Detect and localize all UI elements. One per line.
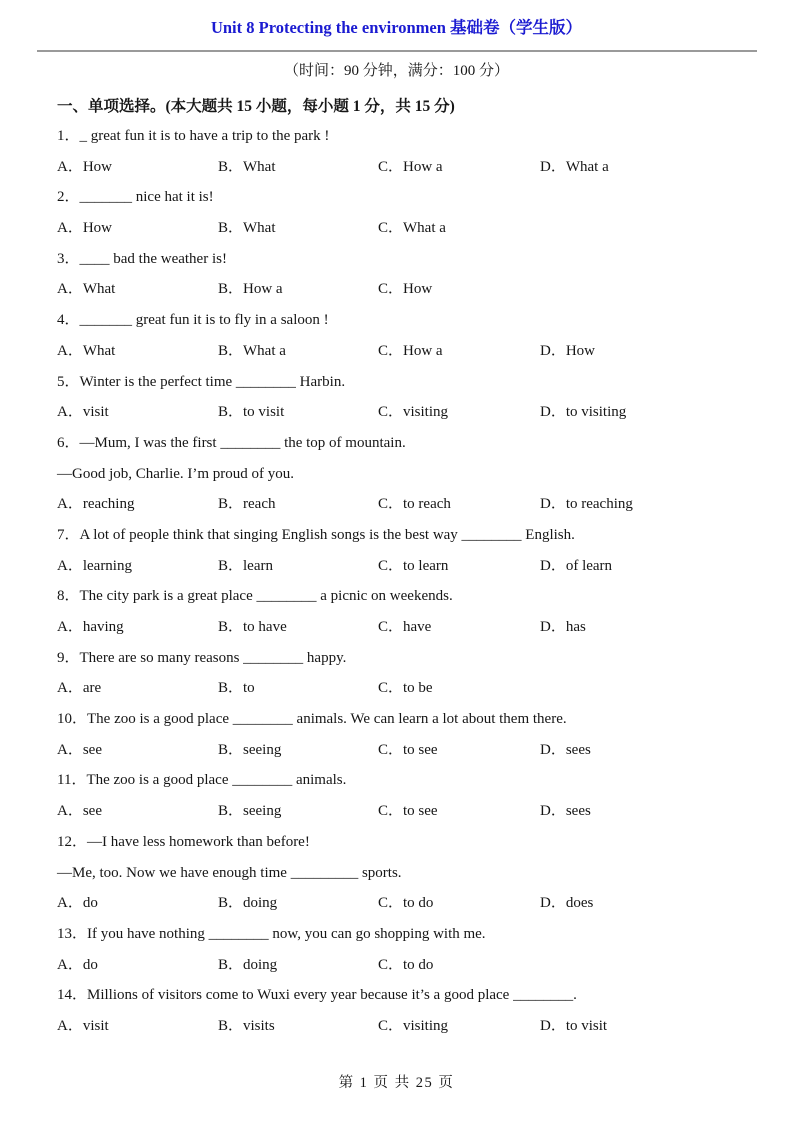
option-a: A．having [57,619,124,635]
option-a: A．What [57,342,116,359]
option-d: D．How [540,342,595,359]
option-b: B．seeing [218,741,282,758]
question-7 [57,520,757,581]
question-text-continued: —Good job, Charlie. I’m proud of you. [57,465,295,482]
options-row [57,888,757,919]
option-b: B．reach [218,496,276,513]
option-c: C．to see [378,803,438,820]
question-text: 9．There are so many reasons ________ happy. [57,649,347,666]
options-row [57,489,757,520]
options-row [57,336,757,367]
question-10 [57,704,757,765]
question-list [57,121,757,1042]
option-a: A．learning [57,557,132,574]
option-a: A．see [57,803,102,820]
question-13 [57,919,757,980]
option-b: B．doing [218,956,278,973]
option-b: B．to [218,680,255,697]
options-row [57,950,757,981]
question-14 [57,980,757,1041]
question-9 [57,643,757,704]
question-text: 7．A lot of people think that singing English songs is the best way ________ English. [57,526,575,543]
options-row [57,397,757,428]
option-d: D．sees [540,803,591,820]
question-text: 13．If you have nothing ________ now, you can go shopping with me. [57,925,486,942]
question-text: 5．Winter is the perfect time ________ Harbin. [57,373,346,390]
option-c: C．to do [378,895,434,912]
options-row [57,673,757,704]
option-b: B．to visit [218,404,285,421]
options-row [57,796,757,827]
option-a: A．reaching [57,496,135,513]
question-text: 14．Millions of visitors come to Wuxi every year because it’s a good place ________. [57,987,577,1004]
option-c: C．visiting [378,1017,449,1034]
question-text: 1．_ great fun it is to have a trip to the park ! [57,128,330,144]
question-text: 3．____ bad the weather is! [57,250,227,267]
page-title: Unit 8 Protecting the environmen 基础卷（学生版） [210,18,583,37]
question-11 [57,765,757,826]
option-c: C．to be [378,680,433,697]
option-a: A．do [57,956,98,973]
option-c: C．What a [378,220,446,237]
option-b: B．How a [218,281,283,298]
option-d: D．sees [540,741,591,758]
option-d: D．to visit [540,1017,608,1034]
question-text-continued: —Me, too. Now we have enough time _________ sports. [57,864,402,881]
option-d: D．What a [540,158,609,175]
question-2 [57,182,757,243]
option-c: C．to learn [378,557,449,574]
question-text: 8．The city park is a great place ________ a picnic on weekends. [57,588,453,605]
exam-time-score-info: （时间：90 分钟，满分：100 分） [283,63,509,79]
option-b: B．to have [218,619,287,635]
question-text: 10．The zoo is a good place ________ animals. We can learn a lot about them there. [57,711,567,728]
question-3 [57,244,757,305]
option-a: A．see [57,741,102,758]
question-5 [57,367,757,428]
options-row [57,213,757,244]
option-a: A．How [57,220,112,237]
option-b: B．What [218,158,276,175]
option-c: C．to see [378,741,438,758]
option-b: B．seeing [218,803,282,820]
options-row [57,274,757,305]
option-d: D．to visiting [540,404,627,421]
option-c: C．How a [378,342,443,359]
option-c: C．How a [378,158,443,175]
section-one-heading: 一、单项选择。(本大题共 15 小题，每小题 1 分，共 15 分) [57,98,455,115]
question-text: 12．—I have less homework than before! [57,833,310,850]
option-d: D．to reaching [540,496,633,513]
option-b: B．What a [218,342,286,359]
question-1 [57,121,757,182]
option-c: C．to do [378,956,434,973]
option-c: C．have [378,619,432,635]
question-6 [57,428,757,520]
option-b: B．visits [218,1017,275,1034]
question-text: 4．_______ great fun it is to fly in a saloon ! [57,312,329,329]
question-text: 11．The zoo is a good place ________ animals. [57,772,347,789]
option-d: D．has [540,619,586,635]
options-row [57,612,757,643]
option-b: B．What [218,220,276,237]
option-b: B．doing [218,895,278,912]
question-text: 6．—Mum, I was the first ________ the top of mountain. [57,434,406,451]
option-c: C．How [378,281,433,298]
question-4 [57,305,757,366]
option-c: C．visiting [378,404,449,421]
question-text: 2．_______ nice hat it is! [57,189,214,206]
page-number-footer: 第 1 页 共 25 页 [338,1075,455,1091]
option-a: A．How [57,158,112,175]
option-a: A．visit [57,1017,109,1034]
question-12 [57,827,757,919]
option-a: A．do [57,895,98,912]
options-row [57,551,757,582]
options-row [57,152,757,183]
option-c: C．to reach [378,496,451,513]
option-a: A．What [57,281,116,298]
question-8 [57,581,757,642]
option-b: B．learn [218,557,273,574]
header-divider [37,50,757,52]
option-d: D．of learn [540,557,613,574]
option-d: D．does [540,895,594,912]
option-a: A．are [57,680,102,697]
options-row [57,1011,757,1042]
option-a: A．visit [57,404,109,421]
options-row [57,735,757,766]
